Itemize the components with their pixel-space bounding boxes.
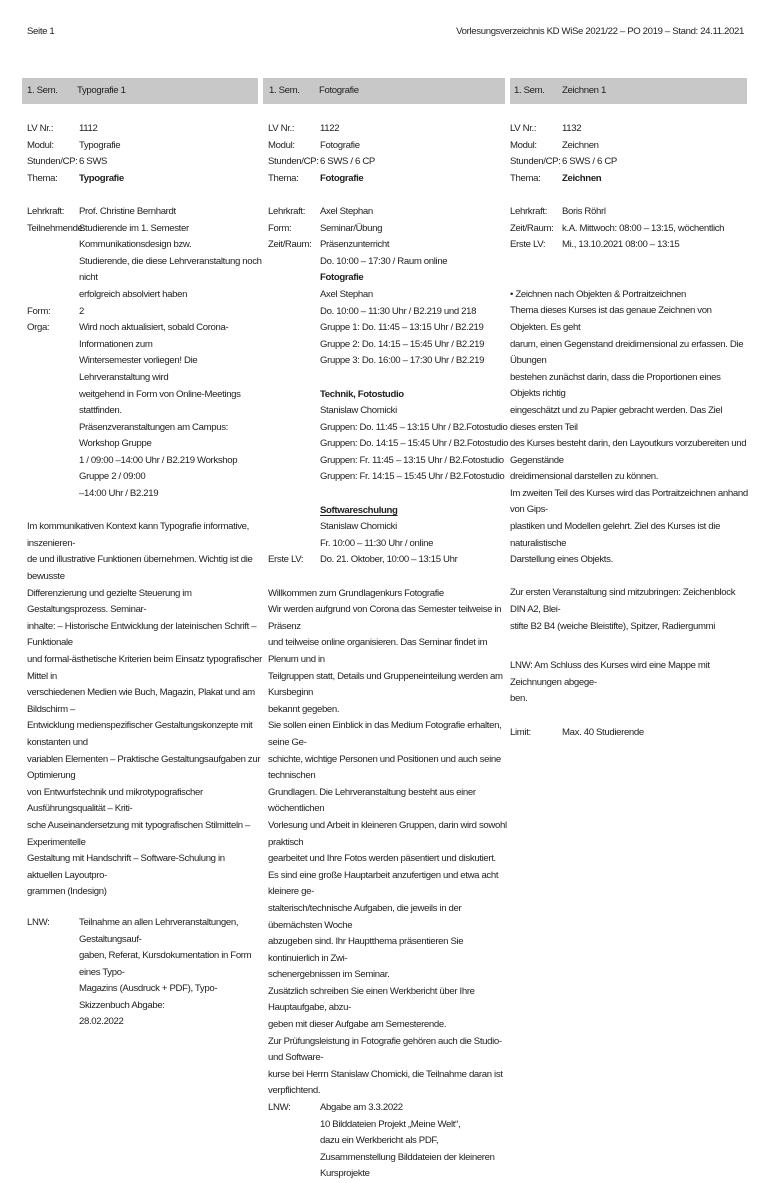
orga-key: Orga: bbox=[27, 322, 50, 334]
course-header-band-zeichnen bbox=[510, 78, 747, 104]
text-line: Präsenzveranstaltungen am Campus: Workshop Gruppe bbox=[79, 421, 228, 450]
text-line: Studierende im 1. Semester Kommunikationsdesign bzw. bbox=[79, 222, 192, 251]
lnw-key: LNW: bbox=[268, 1102, 291, 1114]
lnw-note bbox=[510, 658, 748, 708]
text-line: Gestaltung mit Handschrift – Software-Schulung in aktuellen Layoutpro- bbox=[27, 853, 225, 881]
schedule-line: Do. 10:00 – 17:30 / Raum online bbox=[320, 255, 448, 267]
zeit-key: Zeit/Raum: bbox=[510, 222, 554, 234]
course-description bbox=[268, 586, 510, 1100]
info-key: Stunden/CP: bbox=[268, 156, 319, 168]
section-title-technik: Technik, Fotostudio bbox=[320, 388, 404, 400]
text-line: darum, einen Gegenstand dreidimensional zu erfassen. Die Übungen bbox=[510, 338, 744, 367]
section-title-software: Softwareschulung bbox=[320, 504, 398, 516]
text-line: stifte B2 B4 (weiche Bleistifte), Spitzer, Radiergummi bbox=[510, 620, 716, 632]
erste-lv-key: Erste LV: bbox=[510, 239, 546, 251]
info-value: 6 SWS / 6 CP bbox=[320, 156, 375, 168]
text-line: und teilweise online organisieren. Das Seminar findet im Plenum und in bbox=[268, 637, 488, 665]
lehrkraft-value: Prof. Christine Bernhardt bbox=[79, 205, 176, 217]
text-line: abzugeben sind. Ihr Hauptthema präsentieren Sie kontinuierlich in Zwi- bbox=[268, 936, 464, 964]
text-line: Vorlesung und Arbeit in kleineren Gruppen, darin wird sowohl praktisch bbox=[268, 819, 507, 848]
text-line: 1 / 09:00 –14:00 Uhr / B2.219 Workshop Gruppe 2 / 09:00 bbox=[79, 454, 238, 483]
text-line: stalterisch/technische Aufgaben, die jeweils in der übernächsten Woche bbox=[268, 902, 462, 931]
course-info bbox=[27, 121, 262, 187]
info-key: LV Nr.: bbox=[510, 123, 537, 134]
text-line: von Entwurfstechnik und mikrotypografischer Ausführungsqualität – Kriti- bbox=[27, 786, 203, 815]
info-value: 6 SWS / 6 CP bbox=[562, 156, 617, 168]
course-info bbox=[268, 121, 510, 187]
info-value: Fotografie bbox=[320, 139, 360, 151]
teilnehmende-key: Teilnehmende: bbox=[27, 222, 85, 234]
text-line: Studierende, die diese Lehrveranstaltung noch nicht bbox=[79, 255, 262, 284]
course-header-band-fotografie bbox=[263, 78, 505, 104]
course-title: Typografie 1 bbox=[77, 85, 126, 96]
page-number: Seite 1 bbox=[27, 26, 55, 37]
text-line: Sie sollen einen Einblick in das Medium Fotografie erhalten, seine Ge- bbox=[268, 720, 502, 748]
course-column-zeichnen bbox=[510, 121, 748, 741]
text-line: plastiken und Modellen gelehrt. Ziel des Kurses ist die naturalistische bbox=[510, 521, 721, 549]
text-line: des Kurses besteht darin, den Layoutkurs vorzubereiten und Gegenstände bbox=[510, 438, 747, 466]
text-line: Entwicklung medienspezifischer Gestaltungskonzepte mit konstanten und bbox=[27, 720, 253, 748]
info-key: Thema: bbox=[268, 172, 299, 184]
course-header-band-typografie bbox=[22, 78, 258, 104]
text-line: dazu ein Werkbericht als PDF, bbox=[320, 1135, 439, 1147]
zeit-key: Zeit/Raum: bbox=[268, 239, 312, 251]
materials-note bbox=[510, 585, 748, 635]
erste-lv-key: Erste LV: bbox=[268, 554, 304, 566]
text-line: Thema dieses Kurses ist das genaue Zeichnen von Objekten. Es geht bbox=[510, 305, 712, 333]
zeit-value: Präsenzunterricht bbox=[320, 239, 390, 251]
text-line: Grundlagen. Die Lehrveranstaltung besteht aus einer wöchentlichen bbox=[268, 786, 476, 815]
lnw-key: LNW: bbox=[27, 916, 50, 928]
form-key: Form: bbox=[268, 222, 292, 234]
lehrkraft-value: Boris Röhrl bbox=[562, 205, 606, 217]
schedule-line: Stanislaw Chomicki bbox=[320, 521, 397, 533]
info-key: Thema: bbox=[27, 172, 58, 184]
lehrkraft-key: Lehrkraft: bbox=[510, 205, 548, 217]
text-line: bekannt gegeben. bbox=[268, 703, 340, 715]
info-value-topic: Fotografie bbox=[320, 172, 364, 184]
text-line: weitgehend in Form von Online-Meetings stattfinden. bbox=[79, 388, 241, 417]
text-line: Wir werden aufgrund von Corona das Semester teilweise in Präsenz bbox=[268, 604, 502, 632]
text-line: gearbeitet und Ihre Fotos werden päsentiert und diskutiert. bbox=[268, 853, 496, 865]
schedule-line: Do. 10:00 – 11:30 Uhr / B2.219 und 218 bbox=[320, 305, 477, 317]
course-description bbox=[510, 287, 748, 569]
text-line: Willkommen zum Grundlagenkurs Fotografie bbox=[268, 587, 444, 599]
form-key: Form: bbox=[27, 305, 51, 317]
erste-lv-value: Mi., 13.10.2021 08:00 – 13:15 bbox=[562, 239, 680, 251]
course-column-typografie bbox=[27, 121, 262, 1031]
course-info bbox=[510, 121, 748, 187]
course-description bbox=[27, 519, 262, 901]
schedule-line: Gruppen: Do. 11:45 – 13:15 Uhr / B2.Fotostudio bbox=[320, 421, 508, 433]
text-line: Teilnahme an allen Lehrveranstaltungen, Gestaltungsauf- bbox=[79, 916, 239, 945]
text-line: 10 Bilddateien Projekt „Meine Welt“, bbox=[320, 1118, 461, 1130]
form-value: Seminar/Übung bbox=[320, 222, 383, 234]
info-key: Modul: bbox=[27, 139, 54, 151]
lehrkraft-value: Axel Stephan bbox=[320, 205, 373, 217]
text-line: Magazins (Ausdruck + PDF), Typo-Skizzenbuch Abgabe: bbox=[79, 983, 218, 1011]
schedule-line: Gruppen: Fr. 11:45 – 13:15 Uhr / B2.Fotostudio bbox=[320, 454, 504, 466]
text-line: de und illustrative Funktionen übernehmen. Wichtig ist die bewusste bbox=[27, 554, 253, 583]
text-line: Im zweiten Teil des Kurses wird das Portraitzeichnen anhand von Gips- bbox=[510, 487, 748, 516]
text-line: Zusammenstellung Bilddateien der kleineren Kursprojekte bbox=[320, 1151, 495, 1180]
info-key: Modul: bbox=[268, 139, 295, 151]
semester-label: 1. Sem. bbox=[269, 85, 300, 96]
schedule-line: Gruppe 2: Do. 14:15 – 15:45 Uhr / B2.219 bbox=[320, 338, 485, 350]
limit-key: Limit: bbox=[510, 726, 531, 738]
text-line: geben mit dieser Aufgabe am Semesterende. bbox=[268, 1019, 447, 1031]
semester-label: 1. Sem. bbox=[27, 85, 58, 96]
info-value: Typografie bbox=[79, 139, 121, 151]
course-title: Zeichnen 1 bbox=[562, 85, 606, 96]
text-line: ben. bbox=[510, 693, 528, 705]
limit-value: Max. 40 Studierende bbox=[562, 726, 644, 738]
text-line: –14:00 Uhr / B2.219 bbox=[79, 488, 159, 500]
text-line: Differenzierung und gezielte Steuerung im Gestaltungsprozess. Seminar- bbox=[27, 587, 192, 616]
text-line: bestehen zunächst darin, dass die Proportionen eines Objekts richtig bbox=[510, 371, 721, 400]
text-line: sche Auseinandersetzung mit typografischen Stilmitteln – Experimentelle bbox=[27, 819, 251, 848]
schedule-line: Gruppen: Fr. 14:15 – 15:45 Uhr / B2.Fotostudio bbox=[320, 471, 505, 483]
zeit-value: k.A. Mittwoch: 08:00 – 13:15, wöchentlich bbox=[562, 222, 725, 234]
course-title: Fotografie bbox=[319, 85, 359, 96]
lehrkraft-key: Lehrkraft: bbox=[27, 205, 65, 217]
text-line: grammen (Indesign) bbox=[27, 886, 107, 898]
info-key: Thema: bbox=[510, 172, 541, 184]
info-key: LV Nr.: bbox=[268, 123, 295, 134]
text-line: verschiedenen Medien wie Buch, Magazin, Plakat und am Bildschirm – bbox=[27, 687, 255, 715]
schedule-line: Gruppe 3: Do. 16:00 – 17:30 Uhr / B2.219 bbox=[320, 355, 485, 367]
info-key: Modul: bbox=[510, 139, 537, 151]
info-key: Stunden/CP: bbox=[27, 156, 78, 168]
text-line: Im kommunikativen Kontext kann Typografie informative, inszenieren- bbox=[27, 521, 249, 549]
schedule-line: Stanislaw Chomicki bbox=[320, 405, 397, 417]
text-line: Wird noch aktualisiert, sobald Corona-Informationen zum bbox=[79, 322, 229, 350]
text-line: kurse bei Herrn Stanislaw Chomicki, die Teilnahme daran ist verpflichtend. bbox=[268, 1068, 503, 1097]
semester-label: 1. Sem. bbox=[514, 85, 545, 96]
info-key: LV Nr.: bbox=[27, 123, 54, 134]
info-value: 1122 bbox=[320, 123, 340, 134]
text-line: variablen Elementen – Praktische Gestaltungsaufgaben zur Optimierung bbox=[27, 753, 261, 782]
section-title-fotografie: Fotografie bbox=[320, 272, 364, 284]
text-line: eingeschätzt und zu Papier gebracht werden. Das Ziel dieses ersten Teil bbox=[510, 404, 723, 433]
form-value: 2 bbox=[79, 305, 84, 317]
text-line: Zur Prüfungsleistung in Fotografie gehören auch die Studio- und Software- bbox=[268, 1035, 502, 1064]
text-line: Zusätzlich schreiben Sie einen Werkbericht über Ihre Hauptaufgabe, abzu- bbox=[268, 985, 475, 1014]
text-line: • Zeichnen nach Objekten & Portraitzeichnen bbox=[510, 288, 687, 300]
text-line: schenergebnissen im Seminar. bbox=[268, 969, 390, 981]
text-line: Es sind eine große Hauptarbeit anzufertigen und etwa acht kleinere ge- bbox=[268, 869, 499, 898]
info-value: 6 SWS bbox=[79, 156, 108, 168]
text-line: inhalte: – Historische Entwicklung der lateinischen Schrift – Funktionale bbox=[27, 620, 257, 649]
info-value-topic: Typografie bbox=[79, 172, 124, 184]
text-line: schichte, wichtige Personen und Positionen und auch seine technischen bbox=[268, 753, 501, 782]
info-value: Zeichnen bbox=[562, 139, 599, 151]
schedule-line: Fr. 10:00 – 11:30 Uhr / online bbox=[320, 537, 434, 549]
text-line: LNW: Am Schluss des Kurses wird eine Mappe mit Zeichnungen abgege- bbox=[510, 660, 710, 688]
text-line: Wintersemester vorliegen! Die Lehrveranstaltung wird bbox=[79, 355, 198, 383]
text-line: und formal-ästhetische Kriterien beim Einsatz typografischer Mittel in bbox=[27, 654, 262, 682]
text-line: Darstellung eines Objekts. bbox=[510, 554, 613, 566]
document-header: Vorlesungsverzeichnis KD WiSe 2021/22 – PO 2019 – Stand: 24.11.2021 bbox=[456, 26, 744, 37]
text-line: dreidimensional darstellen zu können. bbox=[510, 471, 659, 483]
info-value: 1132 bbox=[562, 123, 582, 134]
text-line: erfolgreich absolviert haben bbox=[79, 288, 188, 300]
text-line: 28.02.2022 bbox=[79, 1016, 124, 1028]
text-line: Zur ersten Veranstaltung sind mitzubringen: Zeichenblock DIN A2, Blei- bbox=[510, 587, 736, 616]
text-line: Teilgruppen statt, Details und Gruppeneinteilung werden am Kursbeginn bbox=[268, 670, 503, 699]
info-value: 1112 bbox=[79, 123, 98, 134]
info-value-topic: Zeichnen bbox=[562, 172, 602, 184]
erste-lv-value: Do. 21. Oktober, 10:00 – 13:15 Uhr bbox=[320, 554, 458, 566]
schedule-line: Axel Stephan bbox=[320, 288, 373, 300]
text-line: Abgabe am 3.3.2022 bbox=[320, 1102, 403, 1114]
info-key: Stunden/CP: bbox=[510, 156, 561, 168]
lehrkraft-key: Lehrkraft: bbox=[268, 205, 306, 217]
schedule-line: Gruppen: Do. 14:15 – 15:45 Uhr / B2.Fotostudio bbox=[320, 438, 509, 450]
text-line: gaben, Referat, Kursdokumentation in Form eines Typo- bbox=[79, 950, 252, 978]
schedule-line: Gruppe 1: Do. 11:45 – 13:15 Uhr / B2.219 bbox=[320, 322, 484, 334]
